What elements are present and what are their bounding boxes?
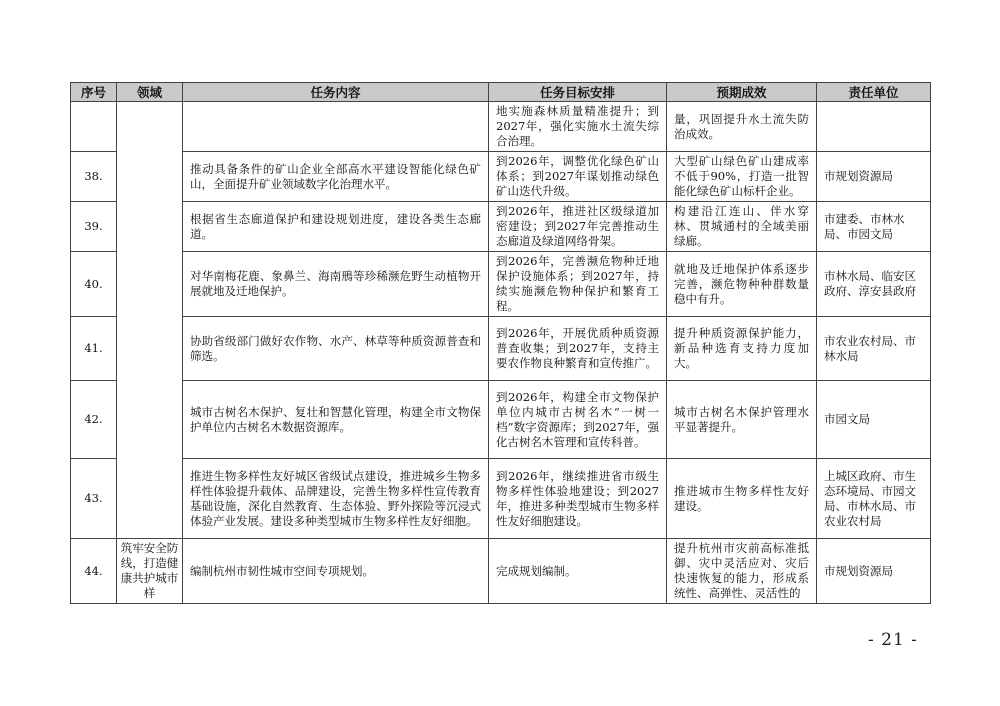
row-no: 42. xyxy=(71,381,117,459)
row-unit: 上城区政府、市生态环境局、市园文局、市林水局、市农业农村局 xyxy=(817,459,931,539)
row-unit: 市规划资源局 xyxy=(817,539,931,604)
row-unit: 市园文局 xyxy=(817,381,931,459)
row-no: 39. xyxy=(71,202,117,252)
table-row xyxy=(71,102,931,152)
row-effect: 大型矿山绿色矿山建成率不低于90%，打造一批智能化绿色矿山标杆企业。 xyxy=(667,152,817,202)
header-unit: 责任单位 xyxy=(817,83,931,102)
header-target: 任务目标安排 xyxy=(489,83,667,102)
row-target: 到2026年，完善濒危物种迁地保护设施体系；到2027年，持续实施濒危物种保护和繁育工程。 xyxy=(489,252,667,317)
row-content: 对华南梅花鹿、象鼻兰、海南鳽等珍稀濒危野生动植物开展就地及迁地保护。 xyxy=(183,252,489,317)
row-effect: 构建沿江连山、伴水穿林、贯城通村的全域美丽绿廊。 xyxy=(667,202,817,252)
row-content: 协助省级部门做好农作物、水产、林草等种质资源普查和筛选。 xyxy=(183,317,489,381)
table-row xyxy=(71,252,931,317)
row-effect: 推进城市生物多样性友好建设。 xyxy=(667,459,817,539)
row-effect: 提升种质资源保护能力，新品种选育支持力度加大。 xyxy=(667,317,817,381)
row-no: 44. xyxy=(71,539,117,604)
header-effect: 预期成效 xyxy=(667,83,817,102)
row-unit: 市林水局、临安区政府、淳安县政府 xyxy=(817,252,931,317)
header-content: 任务内容 xyxy=(183,83,489,102)
table-row xyxy=(71,539,931,604)
table-row xyxy=(71,459,931,539)
table-row xyxy=(71,202,931,252)
row-unit xyxy=(817,102,931,152)
page-number: - 21 - xyxy=(868,630,918,650)
row-no: 43. xyxy=(71,459,117,539)
row-content: 编制杭州市韧性城市空间专项规划。 xyxy=(183,539,489,604)
row-no: 40. xyxy=(71,252,117,317)
row-content xyxy=(183,102,489,152)
table-header-row xyxy=(71,83,931,102)
row-target: 到2026年，开展优质种质资源普查收集；到2027年，支持主要农作物良种繁育和宣传推广。 xyxy=(489,317,667,381)
row-no: 38. xyxy=(71,152,117,202)
area-cell: 筑牢安全防线，打造健康共护城市样 xyxy=(117,539,183,604)
row-content: 推进生物多样性友好城区省级试点建设，推进城乡生物多样性体验提升载体、品牌建设，完善生物多样性宣传教育基础设施，深化自然教育、生态体验、野外探险等沉浸式体验产业发展。建设多种类型城市生物多样性友好细胞。 xyxy=(183,459,489,539)
row-no xyxy=(71,102,117,152)
row-effect: 就地及迁地保护体系逐步完善，濒危物种种群数量稳中有升。 xyxy=(667,252,817,317)
row-content: 推动具备条件的矿山企业全部高水平建设智能化绿色矿山，全面提升矿业领域数字化治理水平。 xyxy=(183,152,489,202)
task-table xyxy=(70,82,931,604)
row-target: 地实施森林质量精准提升；到2027年，强化实施水土流失综合治理。 xyxy=(489,102,667,152)
row-target: 到2026年，构建全市文物保护单位内城市古树名木“一树一档”数字资源库；到2027年，强化古树名木管理和宣传科普。 xyxy=(489,381,667,459)
row-unit: 市规划资源局 xyxy=(817,152,931,202)
table-row xyxy=(71,381,931,459)
row-content: 根据省生态廊道保护和建设规划进度，建设各类生态廊道。 xyxy=(183,202,489,252)
row-target: 到2026年，调整优化绿色矿山体系；到2027年谋划推动绿色矿山迭代升级。 xyxy=(489,152,667,202)
row-unit: 市建委、市林水局、市园文局 xyxy=(817,202,931,252)
row-content: 城市古树名木保护、复壮和智慧化管理，构建全市文物保护单位内古树名木数据资源库。 xyxy=(183,381,489,459)
table-row xyxy=(71,317,931,381)
header-no: 序号 xyxy=(71,83,117,102)
row-no: 41. xyxy=(71,317,117,381)
row-unit: 市农业农村局、市林水局 xyxy=(817,317,931,381)
row-effect: 城市古树名木保护管理水平显著提升。 xyxy=(667,381,817,459)
row-target: 到2026年，推进社区级绿道加密建设；到2027年完善推动生态廊道及绿道网络骨架。 xyxy=(489,202,667,252)
row-target: 到2026年，继续推进省市级生物多样性体验地建设；到2027年，推进多种类型城市生物多样性友好细胞建设。 xyxy=(489,459,667,539)
area-cell xyxy=(117,102,183,539)
table-row xyxy=(71,152,931,202)
row-effect: 提升杭州市灾前高标准抵御、灾中灵活应对、灾后快速恢复的能力，形成系统性、高弹性、灵活性的 xyxy=(667,539,817,604)
row-effect: 量，巩固提升水土流失防治成效。 xyxy=(667,102,817,152)
header-area: 领域 xyxy=(117,83,183,102)
row-target: 完成规划编制。 xyxy=(489,539,667,604)
